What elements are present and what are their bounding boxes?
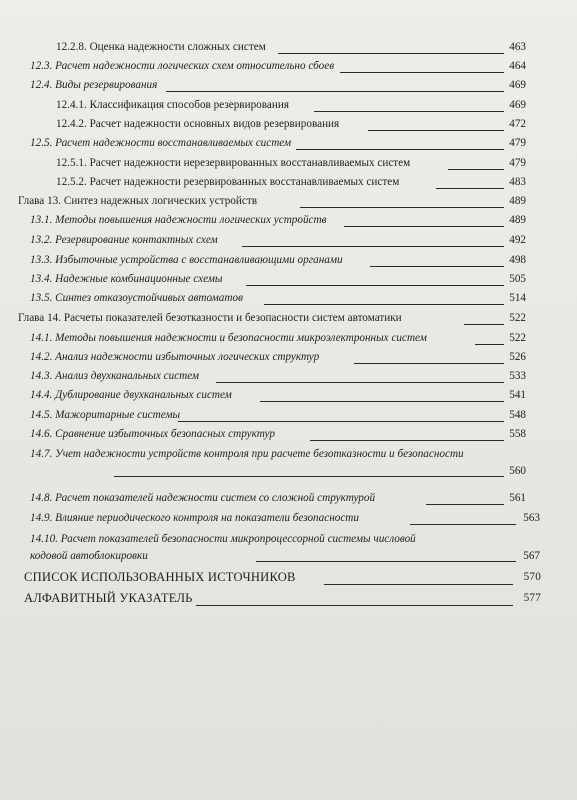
entry-page: 577 bbox=[523, 592, 541, 604]
entry-underline bbox=[370, 266, 504, 267]
toc-entry-12-3 bbox=[30, 59, 526, 77]
entry-page: 489 bbox=[509, 214, 526, 226]
entry-title: 12.3. Расчет надежности логических схем относительно сбоев bbox=[30, 60, 335, 72]
entry-underline bbox=[448, 169, 504, 170]
entry-page: 469 bbox=[509, 79, 526, 91]
entry-page: 489 bbox=[509, 195, 526, 207]
entry-page: 558 bbox=[509, 428, 526, 440]
entry-title: 12.4.2. Расчет надежности основных видов резервирования bbox=[56, 118, 340, 130]
entry-underline bbox=[216, 382, 504, 383]
entry-underline bbox=[246, 285, 504, 286]
entry-title: 12.5. Расчет надежности восстанавливаемых систем bbox=[30, 137, 292, 149]
toc-entry-13-1 bbox=[30, 213, 526, 231]
entry-title: 13.5. Синтез отказоустойчивых автоматов bbox=[30, 292, 243, 304]
entry-underline bbox=[296, 149, 504, 150]
entry-underline bbox=[178, 421, 504, 422]
entry-page: 561 bbox=[509, 492, 526, 504]
entry-underline bbox=[340, 72, 504, 73]
entry-title: АЛФАВИТНЫЙ УКАЗАТЕЛЬ bbox=[24, 591, 193, 605]
entry-title: 14.4. Дублирование двухканальных систем bbox=[30, 389, 232, 401]
toc-entry-12-5-2 bbox=[56, 175, 526, 193]
entry-page: 483 bbox=[509, 176, 526, 188]
entry-page: 526 bbox=[509, 351, 526, 363]
toc-entry-12-4-2 bbox=[56, 117, 526, 135]
toc-entry-chapter-13 bbox=[18, 194, 526, 212]
toc-entry-13-3 bbox=[30, 253, 526, 271]
entry-page: 469 bbox=[509, 99, 526, 111]
entry-title: 12.2.8. Оценка надежности сложных систем bbox=[56, 41, 266, 53]
toc-entry-12-5 bbox=[30, 136, 526, 154]
entry-underline bbox=[410, 524, 516, 525]
toc-entry-14-6 bbox=[30, 427, 526, 445]
entry-title: 12.5.2. Расчет надежности резервированных восстанавливаемых систем bbox=[56, 176, 400, 188]
entry-title: 14.5. Мажоритарные системы bbox=[30, 409, 181, 421]
toc-entry-13-4 bbox=[30, 272, 526, 290]
entry-underline bbox=[300, 207, 504, 208]
entry-title: Глава 13. Синтез надежных логических устройств bbox=[18, 195, 258, 207]
entry-title: 14.1. Методы повышения надежности и безопасности микроэлектронных систем bbox=[30, 332, 427, 344]
entry-title: 14.3. Анализ двухканальных систем bbox=[30, 370, 200, 382]
entry-title: 13.4. Надежные комбинационные схемы bbox=[30, 273, 223, 285]
entry-underline bbox=[324, 584, 513, 585]
entry-title: 12.5.1. Расчет надежности нерезервированных восстанавливаемых систем bbox=[56, 157, 411, 169]
entry-page: 567 bbox=[523, 550, 540, 562]
entry-page: 541 bbox=[509, 389, 526, 401]
entry-page: 533 bbox=[509, 370, 526, 382]
toc-entry-14-3 bbox=[30, 369, 526, 387]
entry-underline bbox=[436, 188, 504, 189]
toc-entry-12-5-1 bbox=[56, 156, 526, 174]
entry-underline bbox=[475, 344, 504, 345]
toc-entry-12-4 bbox=[30, 78, 526, 96]
toc-entry-14-8 bbox=[30, 491, 526, 509]
entry-underline bbox=[260, 401, 504, 402]
entry-title: 12.4.1. Классификация способов резервирования bbox=[56, 99, 289, 111]
entry-underline bbox=[354, 363, 504, 364]
entry-title: 14.2. Анализ надежности избыточных логических структур bbox=[30, 351, 320, 363]
entry-page: 492 bbox=[509, 234, 526, 246]
entry-underline bbox=[314, 111, 504, 112]
toc-entry-12-4-1 bbox=[56, 98, 526, 116]
toc-entry-references bbox=[24, 570, 541, 588]
toc-entry-14-10 bbox=[30, 531, 540, 563]
toc-entry-12-2-8 bbox=[56, 40, 526, 58]
entry-underline bbox=[114, 476, 504, 477]
entry-title: 13.1. Методы повышения надежности логических устройств bbox=[30, 214, 327, 226]
entry-title: 14.8. Расчет показателей надежности систем со сложной структурой bbox=[30, 492, 376, 504]
entry-title: 14.10. Расчет показателей безопасности микропроцессорной системы числовой кодовой автоблокировки bbox=[30, 533, 416, 562]
entry-page: 479 bbox=[509, 157, 526, 169]
entry-underline bbox=[278, 53, 504, 54]
entry-page: 472 bbox=[509, 118, 526, 130]
entry-underline bbox=[426, 504, 504, 505]
entry-underline bbox=[344, 226, 504, 227]
entry-title: 14.6. Сравнение избыточных безопасных структур bbox=[30, 428, 275, 440]
entry-page: 479 bbox=[509, 137, 526, 149]
entry-page: 498 bbox=[509, 254, 526, 266]
entry-page: 522 bbox=[509, 312, 526, 324]
toc-entry-14-5 bbox=[30, 408, 526, 426]
entry-underline bbox=[242, 246, 504, 247]
entry-underline bbox=[166, 91, 504, 92]
entry-underline bbox=[196, 605, 513, 606]
entry-title: 13.3. Избыточные устройства с восстанавливающими органами bbox=[30, 254, 343, 266]
entry-title: 14.7. Учет надежности устройств контроля при расчете безотказности и безопасности bbox=[30, 448, 464, 460]
entry-underline bbox=[256, 561, 516, 562]
toc-entry-14-1 bbox=[30, 331, 526, 349]
toc-entry-13-5 bbox=[30, 291, 526, 309]
toc-entry-14-4 bbox=[30, 388, 526, 406]
entry-underline bbox=[368, 130, 504, 131]
entry-underline bbox=[464, 324, 504, 325]
entry-page: 522 bbox=[509, 332, 526, 344]
toc-entry-14-9 bbox=[30, 511, 540, 529]
entry-title: 13.2. Резервирование контактных схем bbox=[30, 234, 218, 246]
toc-entry-index bbox=[24, 591, 541, 609]
toc-entry-13-2 bbox=[30, 233, 526, 251]
entry-title: 14.9. Влияние периодического контроля на показатели безопасности bbox=[30, 512, 359, 524]
entry-title: СПИСОК ИСПОЛЬЗОВАННЫХ ИСТОЧНИКОВ bbox=[24, 570, 296, 584]
entry-title: 12.4. Виды резервирования bbox=[30, 79, 158, 91]
entry-page: 560 bbox=[509, 465, 526, 477]
entry-page: 464 bbox=[509, 60, 526, 72]
entry-underline bbox=[264, 304, 504, 305]
entry-page: 563 bbox=[523, 512, 540, 524]
entry-page: 548 bbox=[509, 409, 526, 421]
entry-underline bbox=[310, 440, 504, 441]
toc-entry-14-2 bbox=[30, 350, 526, 368]
entry-page: 505 bbox=[509, 273, 526, 285]
entry-page: 514 bbox=[509, 292, 526, 304]
entry-page: 463 bbox=[509, 41, 526, 53]
show-through-text bbox=[0, 652, 577, 669]
entry-title: Глава 14. Расчеты показателей безотказности и безопасности систем автоматики bbox=[18, 312, 402, 324]
entry-page: 570 bbox=[523, 571, 541, 583]
toc-entry-chapter-14 bbox=[18, 311, 526, 329]
toc-entry-14-7 bbox=[30, 446, 526, 478]
